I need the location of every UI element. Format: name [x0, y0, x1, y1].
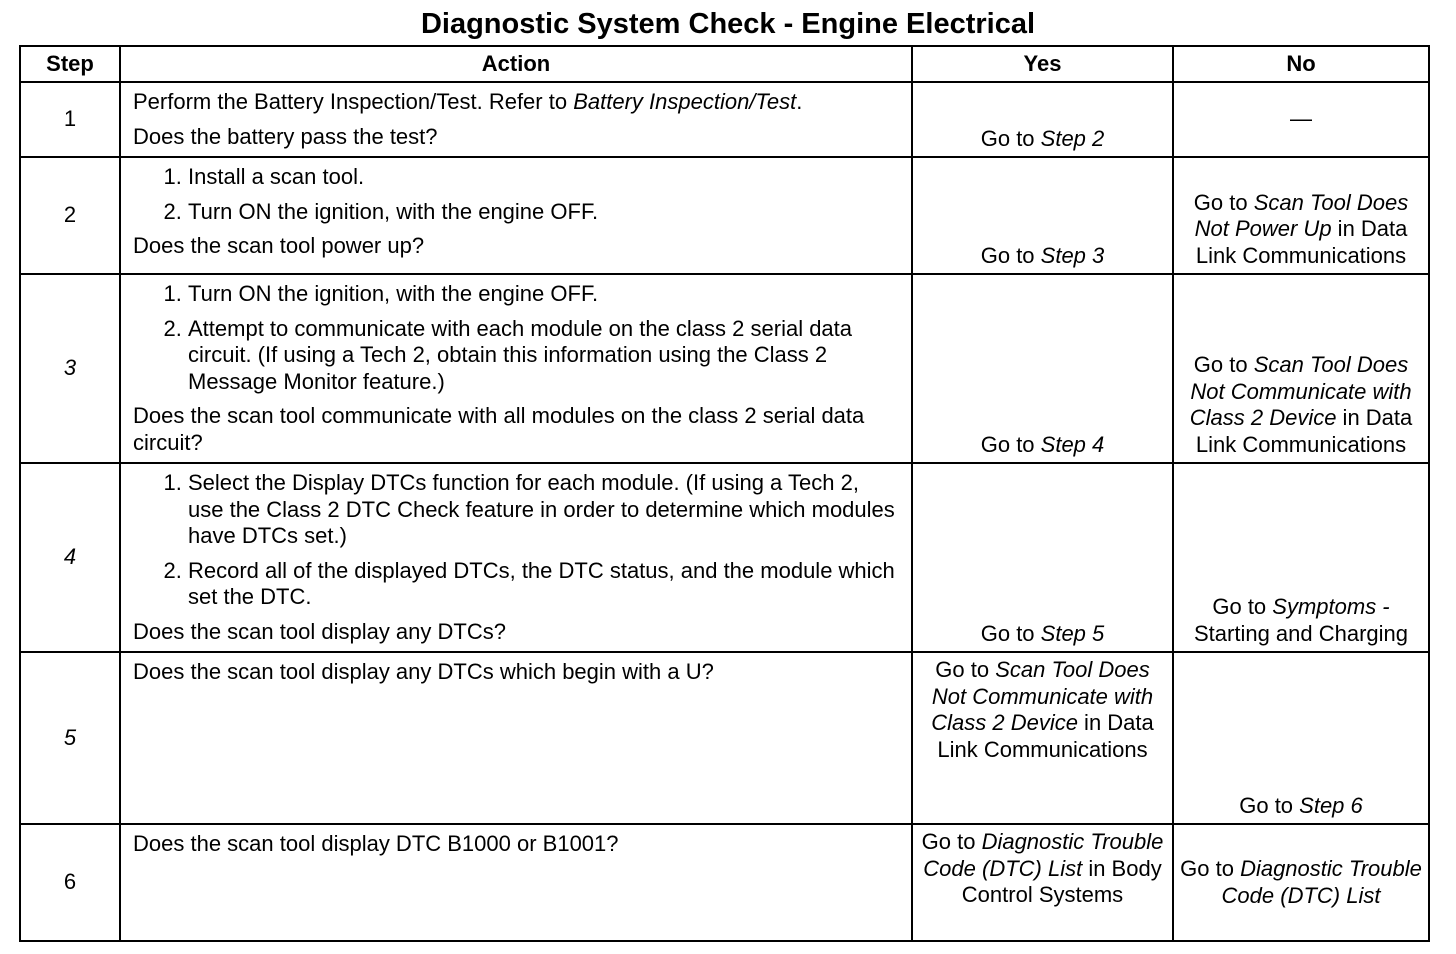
yes-cell: Go to Diagnostic Trouble Code (DTC) List in Body Control Systems: [912, 824, 1173, 941]
action-item: 2. Attempt to communicate with each module on the class 2 serial data circuit. (If using a Tech 2, obtain this information using the Class 2 Message Monitor feature.): [188, 316, 899, 396]
table-row: [20, 824, 1429, 941]
step-number: 2: [20, 157, 120, 274]
action-list: [133, 281, 899, 395]
table-row: [20, 157, 1429, 274]
table-row: [20, 274, 1429, 463]
no-cell: Go to Diagnostic Trouble Code (DTC) List: [1173, 824, 1429, 941]
action-item: 1. Select the Display DTCs function for each module. (If using a Tech 2, use the Class 2 DTC Check feature in order to determine which modules have DTCs set.): [188, 470, 899, 550]
no-link[interactable]: Scan Tool Does Not Communicate with Class 2 Device: [1189, 352, 1412, 430]
yes-link[interactable]: Step 2: [1040, 125, 1105, 151]
action-cell: [120, 463, 912, 652]
action-item: 1. Install a scan tool.: [188, 164, 899, 191]
action-intro: Perform the Battery Inspection/Test. Refer to Battery Inspection/Test.: [133, 89, 803, 114]
action-question: Does the scan tool display any DTCs which begin with a U?: [133, 659, 714, 684]
step-number: 6: [20, 824, 120, 941]
yes-link[interactable]: Step 4: [1040, 431, 1105, 457]
battery-test-link[interactable]: Battery Inspection/Test: [573, 89, 797, 114]
action-cell: [120, 274, 912, 463]
action-question: Does the scan tool power up?: [133, 233, 425, 258]
no-cell: Go to Scan Tool Does Not Power Up in Data Link Communications: [1173, 157, 1429, 274]
action-cell: [120, 82, 912, 157]
page-title: Diagnostic System Check - Engine Electrical: [420, 8, 1036, 40]
action-cell: [120, 652, 912, 824]
action-question: Does the scan tool display DTC B1000 or B1001?: [133, 831, 619, 856]
yes-cell: Go to Step 3: [912, 157, 1173, 274]
action-question: Does the battery pass the test?: [133, 123, 438, 149]
action-list: [133, 164, 899, 225]
table-row: [20, 463, 1429, 652]
step-number: 3: [20, 274, 120, 463]
action-item: 1. Turn ON the ignition, with the engine OFF.: [188, 281, 899, 308]
no-link[interactable]: Symptoms -: [1272, 594, 1390, 619]
header-step: Step: [20, 46, 120, 82]
yes-cell: Go to Step 4: [912, 274, 1173, 463]
action-cell: [120, 824, 912, 941]
yes-link[interactable]: Diagnostic Trouble Code (DTC) List: [923, 829, 1164, 881]
action-question: Does the scan tool communicate with all modules on the class 2 serial data circuit?: [133, 403, 865, 455]
table-header-row: [20, 46, 1429, 82]
action-item: 2. Turn ON the ignition, with the engine OFF.: [188, 199, 899, 226]
no-cell: Go to Scan Tool Does Not Communicate with Class 2 Device in Data Link Communications: [1173, 274, 1429, 463]
header-yes: Yes: [912, 46, 1173, 82]
step-number: 1: [20, 82, 120, 157]
yes-cell: Go to Scan Tool Does Not Communicate with Class 2 Device in Data Link Communications: [912, 652, 1173, 824]
table-row: [20, 82, 1429, 157]
no-cell: Go to Symptoms - Starting and Charging: [1173, 463, 1429, 652]
yes-cell: Go to Step 2: [912, 82, 1173, 157]
step-number: 4: [20, 463, 120, 652]
no-cell: Go to Step 6: [1173, 652, 1429, 824]
no-link[interactable]: Scan Tool Does Not Power Up: [1194, 189, 1409, 241]
action-list: [133, 470, 899, 611]
no-link[interactable]: Step 6: [1299, 792, 1363, 818]
no-cell: [1173, 82, 1429, 157]
yes-cell: Go to Step 5: [912, 463, 1173, 652]
action-cell: [120, 157, 912, 274]
dash-placeholder: —: [1290, 106, 1312, 132]
no-link[interactable]: Diagnostic Trouble Code (DTC) List: [1221, 856, 1422, 908]
action-question: Does the scan tool display any DTCs?: [133, 618, 506, 644]
action-item: 2. Record all of the displayed DTCs, the DTC status, and the module which set the DTC.: [188, 558, 899, 611]
yes-link[interactable]: Scan Tool Does Not Communicate with Class 2 Device: [931, 657, 1154, 735]
step-number: 5: [20, 652, 120, 824]
header-no: No: [1173, 46, 1429, 82]
diagnostic-table: [19, 45, 1430, 942]
header-action: Action: [120, 46, 912, 82]
yes-link[interactable]: Step 3: [1040, 242, 1105, 268]
yes-link[interactable]: Step 5: [1040, 620, 1105, 646]
table-row: [20, 652, 1429, 824]
